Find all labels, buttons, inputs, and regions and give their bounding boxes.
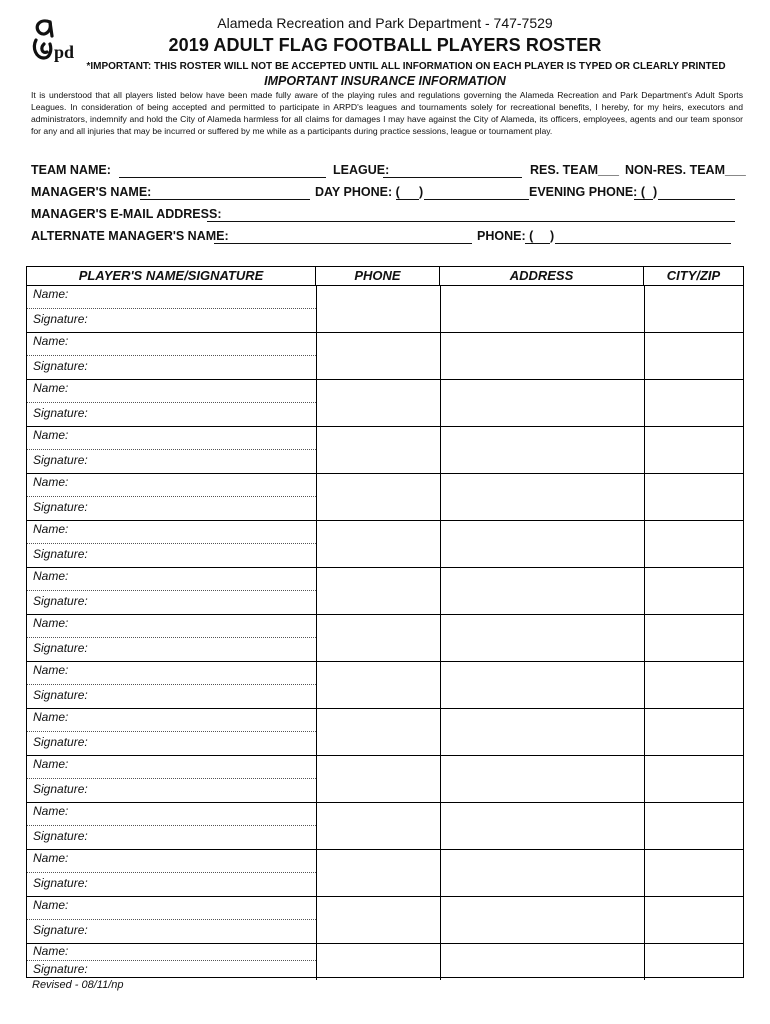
player-signature-field[interactable]: Signature: [33, 453, 88, 467]
player-signature-field[interactable]: Signature: [33, 735, 88, 749]
table-row [27, 756, 743, 803]
revision-note: Revised - 08/11/np [32, 979, 124, 991]
player-cell [27, 474, 317, 520]
col-player-header: PLAYER'S NAME/SIGNATURE [27, 267, 316, 285]
table-row [27, 568, 743, 615]
player-phone-field[interactable] [317, 568, 441, 614]
insurance-heading: IMPORTANT INSURANCE INFORMATION [264, 74, 506, 88]
col-cityzip-header: CITY/ZIP [666, 268, 721, 283]
player-cell [27, 850, 317, 896]
table-row [27, 944, 743, 980]
day-phone-label: DAY PHONE: ( [315, 185, 400, 199]
player-signature-field[interactable]: Signature: [33, 359, 88, 373]
table-row [27, 709, 743, 756]
alt-phone-area-field[interactable] [525, 229, 550, 242]
player-name-field[interactable]: Name: [27, 333, 316, 356]
player-address-field[interactable] [441, 897, 645, 943]
player-cityzip-field[interactable] [645, 474, 743, 520]
alt-phone-label: PHONE: ( [477, 229, 534, 243]
team-name-field[interactable] [119, 163, 326, 176]
player-signature-field[interactable]: Signature: [33, 876, 88, 890]
player-name-field[interactable]: Name: [27, 427, 316, 450]
player-cell [27, 803, 317, 849]
player-address-field[interactable] [441, 333, 645, 379]
day-phone-area-field[interactable] [396, 185, 419, 198]
evening-phone-field[interactable] [658, 185, 735, 198]
player-cell [27, 333, 317, 379]
player-signature-field[interactable]: Signature: [33, 547, 88, 561]
player-address-field[interactable] [441, 521, 645, 567]
player-name-field[interactable]: Name: [27, 474, 316, 497]
table-row [27, 286, 743, 333]
player-address-field[interactable] [441, 380, 645, 426]
manager-row [31, 185, 743, 207]
table-row [27, 380, 743, 427]
player-name-field[interactable]: Name: [27, 709, 316, 732]
table-row [27, 662, 743, 709]
table-row [27, 803, 743, 850]
player-address-field[interactable] [441, 427, 645, 473]
player-cityzip-field[interactable] [645, 615, 743, 661]
player-phone-field[interactable] [317, 474, 441, 520]
player-cell [27, 662, 317, 708]
alt-manager-label: ALTERNATE MANAGER'S NAME: [31, 229, 229, 243]
player-phone-field[interactable] [317, 427, 441, 473]
player-phone-field[interactable] [317, 803, 441, 849]
player-name-field[interactable]: Name: [27, 521, 316, 544]
player-name-field[interactable]: Name: [27, 286, 316, 309]
player-signature-field[interactable]: Signature: [33, 829, 88, 843]
player-signature-field[interactable]: Signature: [33, 500, 88, 514]
player-signature-field[interactable]: Signature: [33, 782, 88, 796]
player-cell [27, 568, 317, 614]
team-name-label: TEAM NAME: [31, 163, 111, 177]
evening-phone-label: EVENING PHONE: ( [529, 185, 645, 199]
table-row [27, 474, 743, 521]
player-signature-field[interactable]: Signature: [33, 594, 88, 608]
manager-email-field[interactable] [207, 207, 735, 220]
alt-manager-row [31, 229, 743, 251]
player-cityzip-field[interactable] [645, 756, 743, 802]
player-name-field[interactable]: Name: [27, 897, 316, 920]
alt-phone-field[interactable] [555, 229, 731, 242]
evening-phone-close: ) [653, 185, 658, 199]
player-cell [27, 521, 317, 567]
players-roster-table [26, 266, 744, 978]
team-row [31, 163, 746, 185]
player-cell [27, 380, 317, 426]
player-cityzip-field[interactable] [645, 568, 743, 614]
player-phone-field[interactable] [317, 286, 441, 332]
page-title: 2019 ADULT FLAG FOOTBALL PLAYERS ROSTER [168, 35, 602, 55]
player-address-field[interactable] [441, 709, 645, 755]
player-name-field[interactable]: Name: [27, 568, 316, 591]
player-phone-field[interactable] [317, 897, 441, 943]
player-address-field[interactable] [441, 803, 645, 849]
player-cityzip-field[interactable] [645, 803, 743, 849]
col-address-header: ADDRESS [440, 267, 644, 285]
table-row [27, 850, 743, 897]
player-cityzip-field[interactable] [645, 709, 743, 755]
player-signature-field[interactable]: Signature: [33, 312, 88, 326]
team-info-fields [31, 163, 746, 251]
email-row [31, 207, 743, 229]
table-header [27, 267, 743, 286]
department-line: Alameda Recreation and Park Department - 747-7529 [217, 15, 553, 31]
player-cityzip-field[interactable] [645, 850, 743, 896]
alt-manager-field[interactable] [214, 229, 472, 242]
player-address-field[interactable] [441, 850, 645, 896]
player-phone-field[interactable] [317, 380, 441, 426]
player-cityzip-field[interactable] [645, 662, 743, 708]
player-cityzip-field[interactable] [645, 521, 743, 567]
table-body [27, 286, 743, 980]
player-address-field[interactable] [441, 615, 645, 661]
player-cell [27, 286, 317, 332]
player-name-field[interactable]: Name: [27, 944, 316, 961]
player-phone-field[interactable] [317, 662, 441, 708]
player-signature-field[interactable]: Signature: [33, 923, 88, 937]
logo-text: arpd [30, 14, 33, 15]
table-row [27, 427, 743, 474]
player-cityzip-field[interactable] [645, 286, 743, 332]
non-res-team-field[interactable]: NON-RES. TEAM___ [625, 163, 746, 177]
player-phone-field[interactable] [317, 850, 441, 896]
player-cityzip-field[interactable] [645, 427, 743, 473]
insurance-text: It is understood that all players listed below have been made fully aware of the playing rules and regulations governing the Alameda Recreation and Park Department's Adult Sports Leagues. In consideration of being accepted and permitted to participate in ARPD's leagues and tournaments solely for recreational benefits, I hereby, for my heirs, executors and administrators, indemnify and hold the City of Alameda harmless for all claims for damages I may have against the City of Alameda, its officers, employees, agents and our team sponsor for any and all injuries that may be incurred or suffered by me while as a participants during practice sessions, league or tournament play. [31, 90, 743, 136]
player-cell [27, 756, 317, 802]
svg-text:pd: pd [54, 42, 75, 62]
player-cityzip-field[interactable] [645, 333, 743, 379]
player-cell [27, 944, 317, 980]
league-label: LEAGUE: [333, 163, 390, 177]
player-cell [27, 709, 317, 755]
player-signature-field[interactable]: Signature: [33, 641, 88, 655]
player-name-field[interactable]: Name: [27, 615, 316, 638]
table-row [27, 521, 743, 568]
player-cell [27, 427, 317, 473]
alt-phone-close: ) [550, 229, 555, 243]
player-address-field[interactable] [441, 756, 645, 802]
player-signature-field[interactable]: Signature: [33, 406, 88, 420]
day-phone-close: ) [419, 185, 424, 199]
player-phone-field[interactable] [317, 944, 441, 980]
player-name-field[interactable]: Name: [27, 850, 316, 873]
table-row [27, 333, 743, 380]
player-address-field[interactable] [441, 568, 645, 614]
player-address-field[interactable] [441, 474, 645, 520]
col-phone-header: PHONE [316, 267, 440, 285]
player-name-field[interactable]: Name: [27, 756, 316, 779]
player-address-field[interactable] [441, 286, 645, 332]
player-cell [27, 897, 317, 943]
res-team-field[interactable]: RES. TEAM___ [530, 163, 619, 177]
player-cell [27, 615, 317, 661]
manager-name-field[interactable] [140, 185, 310, 198]
player-name-field[interactable]: Name: [27, 380, 316, 403]
table-row [27, 615, 743, 662]
player-cityzip-field[interactable] [645, 944, 743, 980]
player-phone-field[interactable] [317, 521, 441, 567]
important-notice: *IMPORTANT: THIS ROSTER WILL NOT BE ACCEPTED UNTIL ALL INFORMATION ON EACH PLAYER IS TYPED OR CLEARLY PRINTED [86, 61, 726, 72]
player-phone-field[interactable] [317, 333, 441, 379]
player-phone-field[interactable] [317, 756, 441, 802]
player-address-field[interactable] [441, 662, 645, 708]
player-phone-field[interactable] [317, 709, 441, 755]
player-signature-field[interactable]: Signature: [33, 688, 88, 702]
league-field[interactable] [383, 163, 522, 176]
table-row [27, 897, 743, 944]
player-signature-field[interactable]: Signature: [33, 962, 88, 976]
player-cityzip-field[interactable] [645, 380, 743, 426]
player-name-field[interactable]: Name: [27, 662, 316, 685]
player-cityzip-field[interactable] [645, 897, 743, 943]
manager-name-label: MANAGER'S NAME: [31, 185, 152, 199]
player-address-field[interactable] [441, 944, 645, 980]
evening-phone-area-field[interactable] [634, 185, 653, 198]
player-name-field[interactable]: Name: [27, 803, 316, 826]
day-phone-field[interactable] [424, 185, 529, 198]
manager-email-label: MANAGER'S E-MAIL ADDRESS: [31, 207, 222, 221]
player-phone-field[interactable] [317, 615, 441, 661]
